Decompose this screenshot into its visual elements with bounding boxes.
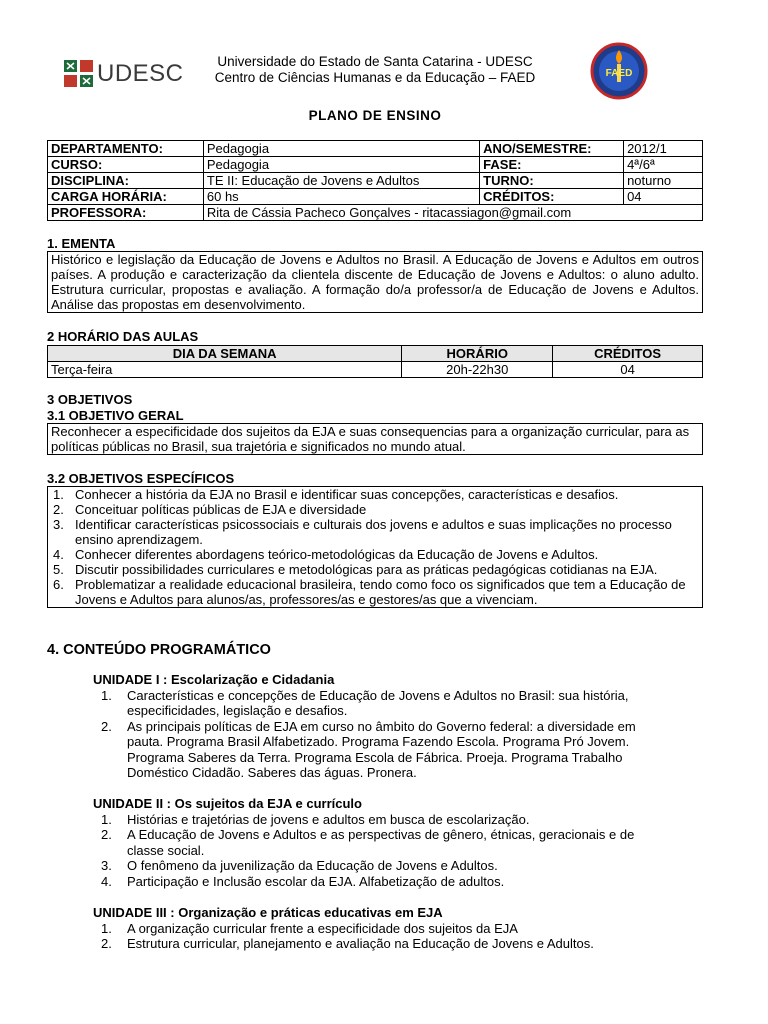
page-title: PLANO DE ENSINO	[308, 108, 442, 123]
content-heading: 4. CONTEÚDO PROGRAMÁTICO	[47, 642, 271, 658]
table-row	[48, 141, 703, 157]
udesc-logo-text: UDESC	[97, 60, 184, 87]
phase-label: FASE:	[480, 157, 624, 173]
specific-objectives-box	[47, 486, 703, 608]
unit-items	[93, 812, 673, 890]
course-info-table	[47, 140, 703, 221]
table-row	[48, 173, 703, 189]
list-item: 2. As principais políticas de EJA em curso no âmbito do Governo federal: a diversidade em pauta. Programa Brasil Alfabetizado. Programa Fazendo Escola. Programa Pró Jovem. Programa Saberes da Terra. Programa Escola de Fábrica. Proeja. Programa Trabalho Doméstico Cidadão. Saberes das águas. Pronera.	[101, 718, 636, 780]
table-row	[48, 189, 703, 205]
shift-value: noturno	[624, 173, 703, 189]
general-objective-text: Reconhecer a especificidade dos sujeitos da EJA e suas consequencias para a organização curricular, para as políticas públicas no Brasil, sua trajetória e significados no mundo atual.	[47, 423, 703, 455]
list-item: 2. Conceituar políticas públicas de EJA e diversidade	[53, 502, 367, 517]
list-item: 2. A Educação de Jovens e Adultos e as perspectivas de gênero, étnicas, geracionais e de classe social.	[101, 827, 635, 858]
phase-value: 4ª/6ª	[624, 157, 703, 173]
course-label: CURSO:	[48, 157, 204, 173]
specific-objectives-list	[51, 487, 699, 607]
column-header-day: DIA DA SEMANA	[48, 346, 402, 362]
unit-title: UNIDADE III : Organização e práticas educativas em EJA	[93, 905, 443, 920]
list-item: 1. Características e concepções de Educação de Jovens e Adultos no Brasil: sua história, especificidades, legislação e desafios.	[101, 687, 629, 718]
year-semester-label: ANO/SEMESTRE:	[480, 141, 624, 157]
list-item: 4. Participação e Inclusão escolar da EJA. Alfabetização de adultos.	[101, 873, 505, 889]
unit-3	[93, 905, 673, 952]
unit-2	[93, 796, 673, 889]
table-header-row	[48, 346, 703, 362]
udesc-logo-icon	[64, 60, 94, 88]
list-item: 2. Estrutura curricular, planejamento e avaliação na Educação de Jovens e Adultos.	[101, 936, 594, 951]
discipline-label: DISCIPLINA:	[48, 173, 204, 189]
column-header-credits: CRÉDITOS	[553, 346, 703, 362]
list-item: 1. Histórias e trajetórias de jovens e adultos em busca de escolarização.	[101, 811, 530, 827]
unit-title: UNIDADE I : Escolarização e Cidadania	[93, 672, 335, 687]
ementa-heading: 1. EMENTA	[47, 236, 116, 251]
column-header-time: HORÁRIO	[402, 346, 553, 362]
list-item: 6. Problematizar a realidade educacional brasileira, tendo como foco os significados que tem a Educação de Jovens e Adultos para alunos/as, professores/as e gestores/as que a vivenciam.	[53, 577, 686, 607]
year-semester-value: 2012/1	[624, 141, 703, 157]
unit-items	[93, 921, 673, 952]
table-row	[48, 205, 703, 221]
department-label: DEPARTAMENTO:	[48, 141, 204, 157]
list-item: 3. Identificar características psicossociais e culturais dos jovens e adultos e suas implicações no processo ensino aprendizagem.	[53, 517, 672, 547]
schedule-time: 20h-22h30	[402, 362, 553, 378]
schedule-heading: 2 HORÁRIO DAS AULAS	[47, 329, 199, 344]
unit-title: UNIDADE II : Os sujeitos da EJA e currículo	[93, 796, 362, 811]
department-value: Pedagogia	[203, 141, 479, 157]
list-item: 5. Discutir possibilidades curriculares e metodológicas para as práticas pedagógicas cotidianas na EJA.	[53, 562, 658, 577]
udesc-logo	[64, 58, 184, 90]
objectives-heading: 3 OBJETIVOS	[47, 392, 133, 407]
specific-objectives-heading: 3.2 OBJETIVOS ESPECÍFICOS	[47, 471, 235, 486]
list-item: 1. Conhecer a história da EJA no Brasil e identificar suas concepções, características e desafios.	[53, 487, 619, 502]
ementa-text: Histórico e legislação da Educação de Jovens e Adultos no Brasil. A Educação de Jovens e Adultos em outros países. A produção e caracterização da clientela discente de Educação de Jovens e Adultos: o aluno adulto. Estrutura curricular, propostas e avaliação. A formação do/a professor/a de Educação de Jovens e Adultos. Análise das propostas em desenvolvimento.	[47, 251, 703, 313]
unit-items	[93, 688, 673, 781]
shift-label: TURNO:	[480, 173, 624, 189]
center-name: Centro de Ciências Humanas e da Educação – FAED	[214, 70, 536, 85]
faed-logo-text: FAED	[605, 68, 633, 79]
professor-label: PROFESSORA:	[48, 205, 204, 221]
unit-1	[93, 672, 673, 781]
schedule-credits: 04	[553, 362, 703, 378]
credits-label: CRÉDITOS:	[480, 189, 624, 205]
list-item: 3. O fenômeno da juvenilização da Educação de Jovens e Adultos.	[101, 858, 498, 873]
general-objective-heading: 3.1 OBJETIVO GERAL	[47, 408, 184, 423]
table-row	[48, 157, 703, 173]
course-value: Pedagogia	[203, 157, 479, 173]
faed-logo-icon	[590, 42, 648, 100]
institution-header	[180, 54, 570, 86]
schedule-day: Terça-feira	[48, 362, 402, 378]
university-name: Universidade do Estado de Santa Catarina - UDESC	[217, 54, 533, 69]
workload-label: CARGA HORÁRIA:	[48, 189, 204, 205]
table-row	[48, 362, 703, 378]
professor-value: Rita de Cássia Pacheco Gonçalves - ritacassiagon@gmail.com	[203, 205, 702, 221]
list-item: 1. A organização curricular frente a especificidade dos sujeitos da EJA	[101, 920, 518, 936]
credits-value: 04	[624, 189, 703, 205]
schedule-table	[47, 345, 703, 378]
discipline-value: TE II: Educação de Jovens e Adultos	[203, 173, 479, 189]
list-item: 4. Conhecer diferentes abordagens teórico-metodológicas da Educação de Jovens e Adultos.	[53, 547, 599, 562]
workload-value: 60 hs	[203, 189, 479, 205]
